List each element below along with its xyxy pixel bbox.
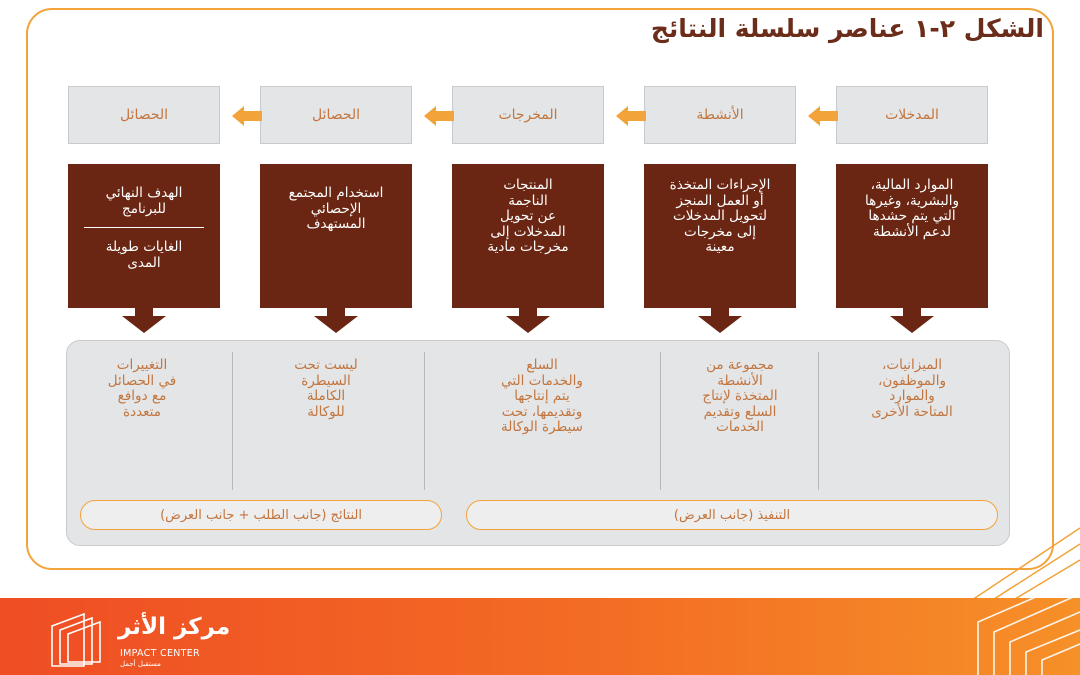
desc-impacts	[68, 164, 220, 308]
desc-line: لتحويل المدخلات	[672, 208, 767, 224]
arrow-down-icon	[696, 306, 744, 334]
desc-line: التي يتم حشدها	[868, 208, 956, 224]
outcome-line: وتقديمها، تحت	[501, 403, 583, 420]
desc-line: المدخلات إلى	[490, 223, 566, 240]
desc-line: للبرنامج	[122, 200, 166, 217]
outcome-activities	[670, 358, 810, 436]
implementation-label: التنفيذ (جانب العرض)	[466, 500, 998, 530]
outcome-outputs	[472, 358, 612, 436]
outcome-line: والموظفون،	[878, 372, 946, 389]
header-activities: الأنشطة	[644, 86, 796, 144]
desc-line: مخرجات مادية	[487, 239, 569, 255]
footer-banner	[0, 598, 1080, 675]
outcome-line: الميزانيات،	[882, 357, 942, 373]
arrow-down-icon	[888, 306, 936, 334]
outcome-line: الأنشطة	[717, 372, 763, 389]
outcome-inputs	[842, 358, 982, 420]
desc-line: الغايات طويلة	[105, 239, 183, 255]
desc-line: الموارد المالية،	[870, 177, 954, 193]
outcome-line: السلع	[526, 357, 558, 373]
desc-line: إلى مخرجات	[684, 223, 756, 240]
desc-line: معينة	[705, 239, 735, 255]
header-outputs: المخرجات	[452, 86, 604, 144]
outcome-line: السيطرة	[301, 372, 351, 389]
outcome-line: للوكالة	[307, 403, 345, 420]
desc-line: الإجراءات المتخذة	[669, 177, 771, 193]
column-divider	[232, 352, 233, 490]
desc-line: الهدف النهائي	[105, 185, 183, 201]
desc-line: المستهدف	[306, 216, 366, 232]
outcome-line: المتخذة لإنتاج	[702, 388, 778, 404]
figure-title: الشكل ٢-١ عناصر سلسلة النتائج	[650, 14, 1044, 43]
desc-line: الناجمة	[508, 192, 548, 209]
desc-outputs	[452, 164, 604, 308]
column-divider	[818, 352, 819, 490]
impact-center-logo-icon	[46, 606, 110, 670]
desc-activities	[644, 164, 796, 308]
header-outcomes: الحصائل	[260, 86, 412, 144]
outcome-line: سيطرة الوكالة	[500, 419, 583, 435]
outcome-outcomes	[256, 358, 396, 420]
desc-line: والبشرية، وغيرها	[865, 192, 959, 209]
outcome-line: متعددة	[123, 403, 161, 420]
desc-line: المدى	[127, 254, 161, 271]
outcome-line: والموارد	[889, 388, 935, 404]
decorative-lines-icon	[950, 520, 1080, 610]
outcome-line: مع دوافع	[117, 388, 167, 404]
desc-outcomes	[260, 164, 412, 308]
outcome-line: الخدمات	[716, 419, 764, 435]
arrow-left-icon	[232, 106, 262, 126]
arrow-left-icon	[424, 106, 454, 126]
logo-tagline: مستقبل أجمل	[120, 660, 161, 668]
outcome-line: مجموعة من	[706, 357, 774, 373]
divider	[84, 227, 204, 228]
desc-line: لدعم الأنشطة	[872, 223, 952, 240]
arrow-down-icon	[312, 306, 360, 334]
outcome-line: السلع وتقديم	[703, 403, 777, 420]
column-divider	[660, 352, 661, 490]
desc-line: أو العمل المنجز	[676, 192, 764, 209]
outcome-line: المتاحة الأخرى	[871, 403, 953, 420]
desc-line: الإحصائي	[310, 200, 362, 217]
decorative-stripes-icon	[968, 598, 1080, 675]
header-inputs: المدخلات	[836, 86, 988, 144]
arrow-left-icon	[616, 106, 646, 126]
logo-english-text: IMPACT CENTER	[120, 648, 200, 659]
results-label: النتائج (جانب الطلب + جانب العرض)	[80, 500, 442, 530]
desc-inputs	[836, 164, 988, 308]
outcome-impacts	[72, 358, 212, 420]
outcome-line: والخدمات التي	[501, 372, 583, 389]
arrow-down-icon	[504, 306, 552, 334]
desc-line: المنتجات	[503, 177, 553, 193]
desc-line: عن تحويل	[499, 208, 557, 224]
outcome-line: التغييرات	[116, 357, 168, 373]
header-impacts: الحصائل	[68, 86, 220, 144]
outcome-line: في الحصائل	[107, 372, 177, 389]
outcome-line: يتم إنتاجها	[514, 388, 570, 404]
outcome-line: الكاملة	[306, 388, 346, 404]
logo-arabic-text: مركز الأثر	[118, 614, 231, 640]
outcome-line: ليست تحت	[294, 357, 358, 373]
desc-line: استخدام المجتمع	[288, 185, 384, 201]
arrow-down-icon	[120, 306, 168, 334]
arrow-left-icon	[808, 106, 838, 126]
column-divider	[424, 352, 425, 490]
